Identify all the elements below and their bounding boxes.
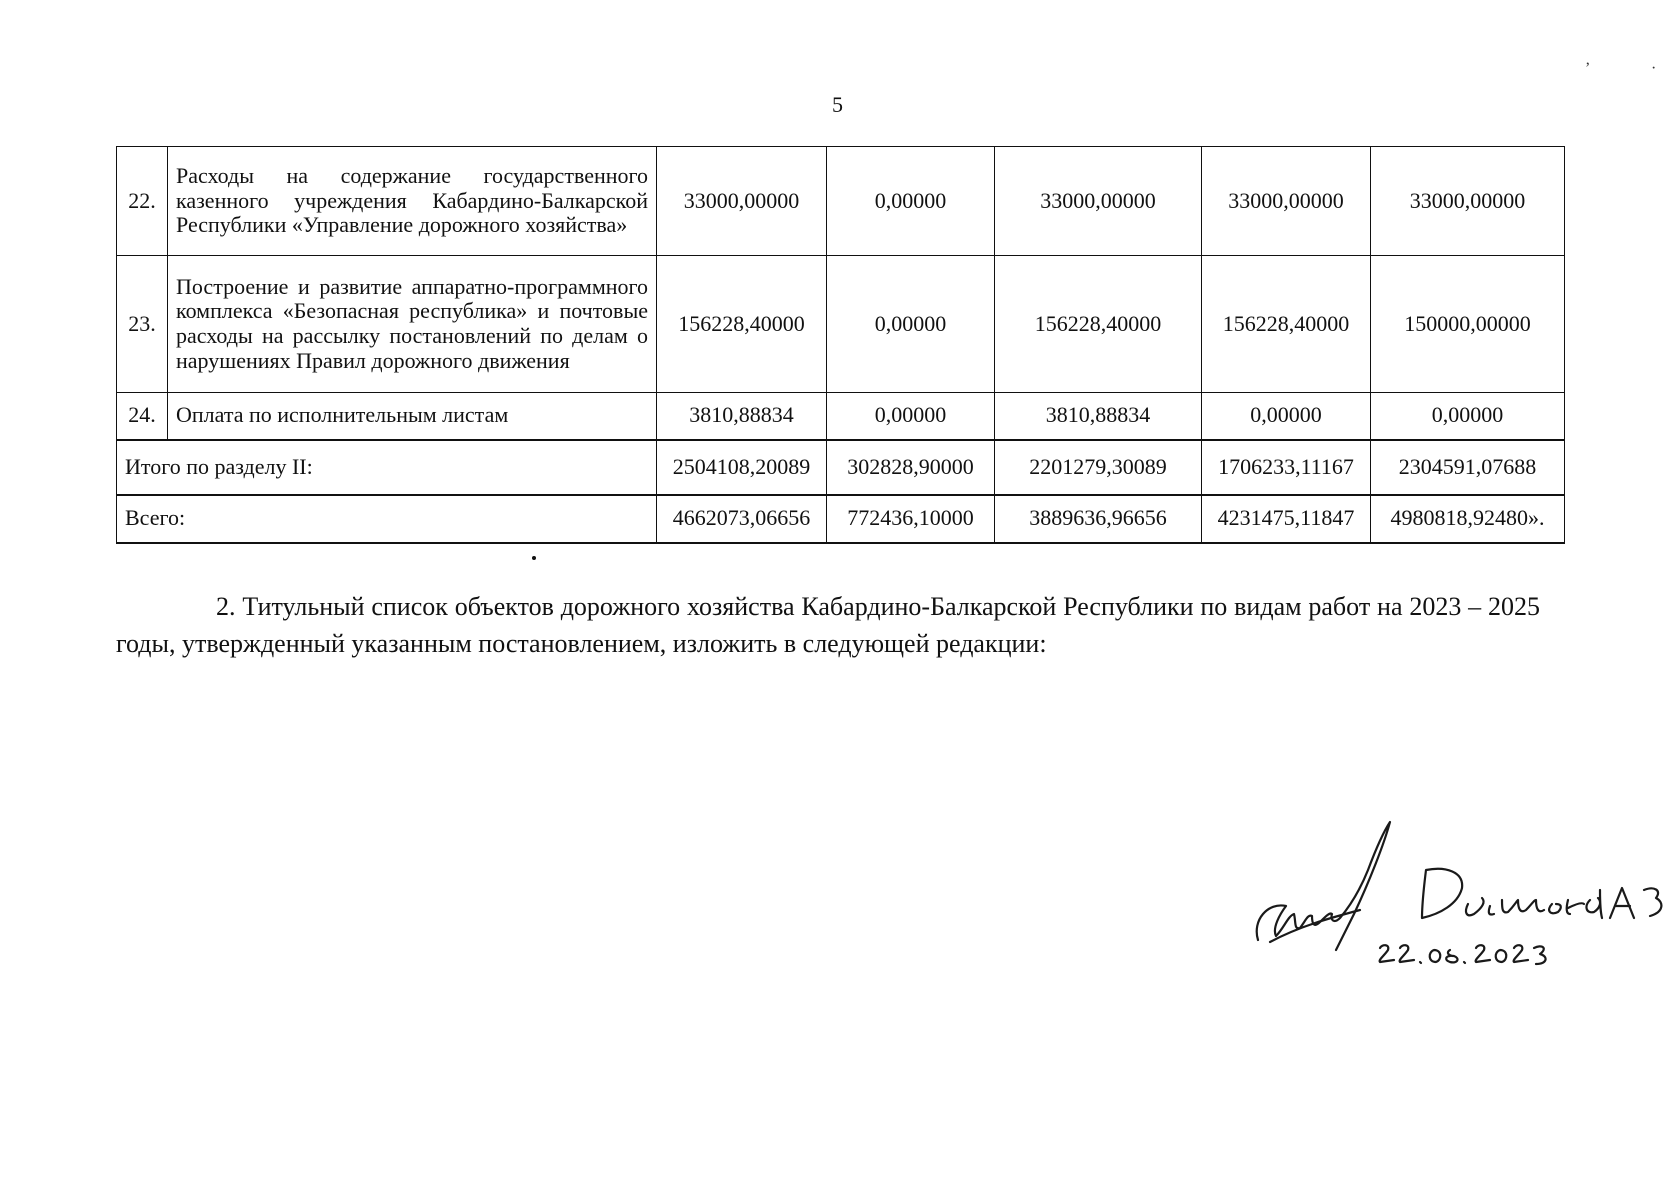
- cell-value: 3889636,96656: [995, 495, 1202, 543]
- table-row: [117, 256, 1565, 393]
- cell-value: 33000,00000: [995, 147, 1202, 256]
- cell-value: 0,00000: [827, 256, 995, 393]
- grand-total-row: [117, 495, 1565, 543]
- cell-value: 0,00000: [827, 147, 995, 256]
- cell-value: 156228,40000: [657, 256, 827, 393]
- cell-value: 3810,88834: [995, 393, 1202, 440]
- table-row: [117, 147, 1565, 256]
- scan-mark: ·: [1651, 60, 1657, 77]
- cell-value: 4662073,06656: [657, 495, 827, 543]
- row-index: 24.: [117, 393, 168, 440]
- cell-value: 2304591,07688: [1371, 440, 1565, 495]
- row-description: Построение и развитие аппаратно-программного комплекса «Безопасная республика» и почтовые расходы на рассылку постановлений по делам о нарушениях Правил дорожного движения: [168, 256, 657, 393]
- cell-value: 2201279,30089: [995, 440, 1202, 495]
- row-index: 22.: [117, 147, 168, 256]
- scan-mark: ’: [1585, 60, 1591, 77]
- section-total-row: [117, 440, 1565, 495]
- cell-value: 0,00000: [1202, 393, 1371, 440]
- cell-value: 3810,88834: [657, 393, 827, 440]
- table-row: [117, 393, 1565, 440]
- budget-table: [116, 146, 1565, 544]
- cell-value: 4980818,92480».: [1371, 495, 1565, 543]
- body-paragraph: 2. Титульный список объектов дорожного хозяйства Кабардино-Балкарской Республики по видам работ на 2023 – 2025 годы, утвержденный указанным постановлением, изложить в следующей редакции:: [116, 592, 1540, 658]
- row-description: Расходы на содержание государственного казенного учреждения Кабардино-Балкарской Республики «Управление дорожного хозяйства»: [168, 147, 657, 256]
- row-description: Оплата по исполнительным листам: [168, 393, 657, 440]
- cell-value: 302828,90000: [827, 440, 995, 495]
- row-index: 23.: [117, 256, 168, 393]
- page-number: 5: [832, 92, 843, 117]
- cell-value: 0,00000: [1371, 393, 1565, 440]
- grand-total-label: Всего:: [117, 495, 657, 543]
- cell-value: 0,00000: [827, 393, 995, 440]
- cell-value: 150000,00000: [1371, 256, 1565, 393]
- cell-value: 156228,40000: [995, 256, 1202, 393]
- cell-value: 2504108,20089: [657, 440, 827, 495]
- section-total-label: Итого по разделу II:: [117, 440, 657, 495]
- cell-value: 4231475,11847: [1202, 495, 1371, 543]
- cell-value: 33000,00000: [657, 147, 827, 256]
- cell-value: 33000,00000: [1202, 147, 1371, 256]
- cell-value: 1706233,11167: [1202, 440, 1371, 495]
- stray-dot: [532, 556, 536, 560]
- cell-value: 156228,40000: [1202, 256, 1371, 393]
- handwritten-signature: [1250, 810, 1670, 990]
- cell-value: 33000,00000: [1371, 147, 1565, 256]
- cell-value: 772436,10000: [827, 495, 995, 543]
